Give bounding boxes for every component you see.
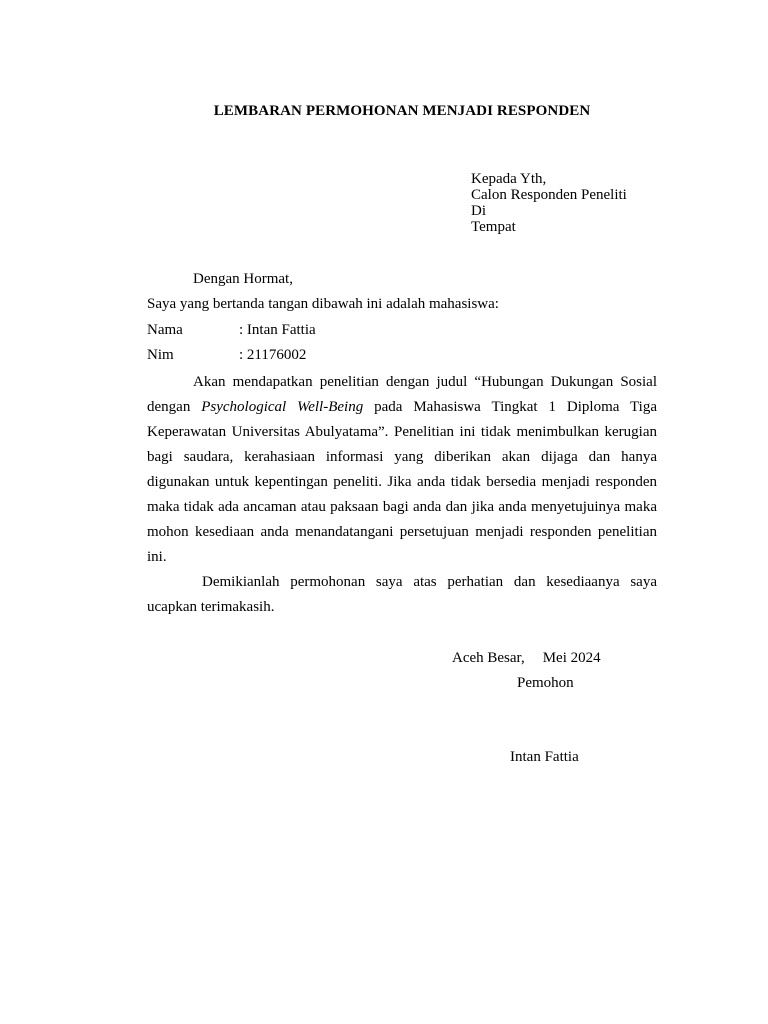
body-paragraph-1 [147, 370, 657, 570]
address-line-2: Calon Responden Peneliti [471, 187, 627, 203]
document-title: LEMBARAN PERMOHONAN MENJADI RESPONDEN [213, 103, 591, 119]
nim-row [147, 347, 306, 364]
greeting: Dengan Hormat, [193, 271, 293, 287]
nim-value: : 21176002 [239, 347, 307, 363]
signature-place: Aceh Besar, [452, 650, 525, 666]
intro-sentence: Saya yang bertanda tangan dibawah ini adalah mahasiswa: [147, 296, 499, 312]
name-value: : Intan Fattia [239, 322, 316, 338]
applicant-role: Pemohon [517, 675, 574, 691]
paragraph-1-italic-term: Psychological Well-Being [201, 399, 364, 415]
address-line-4: Tempat [471, 219, 516, 235]
address-line-3: Di [471, 203, 486, 219]
paragraph-1-start: Akan mendapatkan penelitian dengan judul “Hubungan Dukungan Sosial dengan [147, 374, 657, 415]
name-label: Nama [147, 322, 183, 338]
place-date [452, 650, 601, 667]
nim-label: Nim [147, 347, 174, 363]
body-paragraph-2: Demikianlah permohonan saya atas perhatian dan kesediaanya saya ucapkan terimakasih. [147, 574, 657, 615]
signature-date: Mei 2024 [542, 650, 601, 666]
paragraph-1-end: pada Mahasiswa Tingkat 1 Diploma Tiga Keperawatan Universitas Abulyatama”. Penelitian ini tidak menimbulkan kerugian bagi saudara, kerahasiaan informasi yang diberikan akan dijaga dan hanya digunakan untuk kepentingan peneliti. Jika anda tidak bersedia menjadi responden maka tidak ada ancaman atau paksaan bagi anda dan jika anda menyetujuinya maka mohon kesediaan anda menandatangani persetujuan menjadi responden penelitian ini. [147, 399, 657, 565]
applicant-name: Intan Fattia [510, 749, 579, 765]
address-line-1: Kepada Yth, [471, 171, 547, 187]
recipient-address [471, 171, 627, 235]
name-row [147, 322, 316, 339]
